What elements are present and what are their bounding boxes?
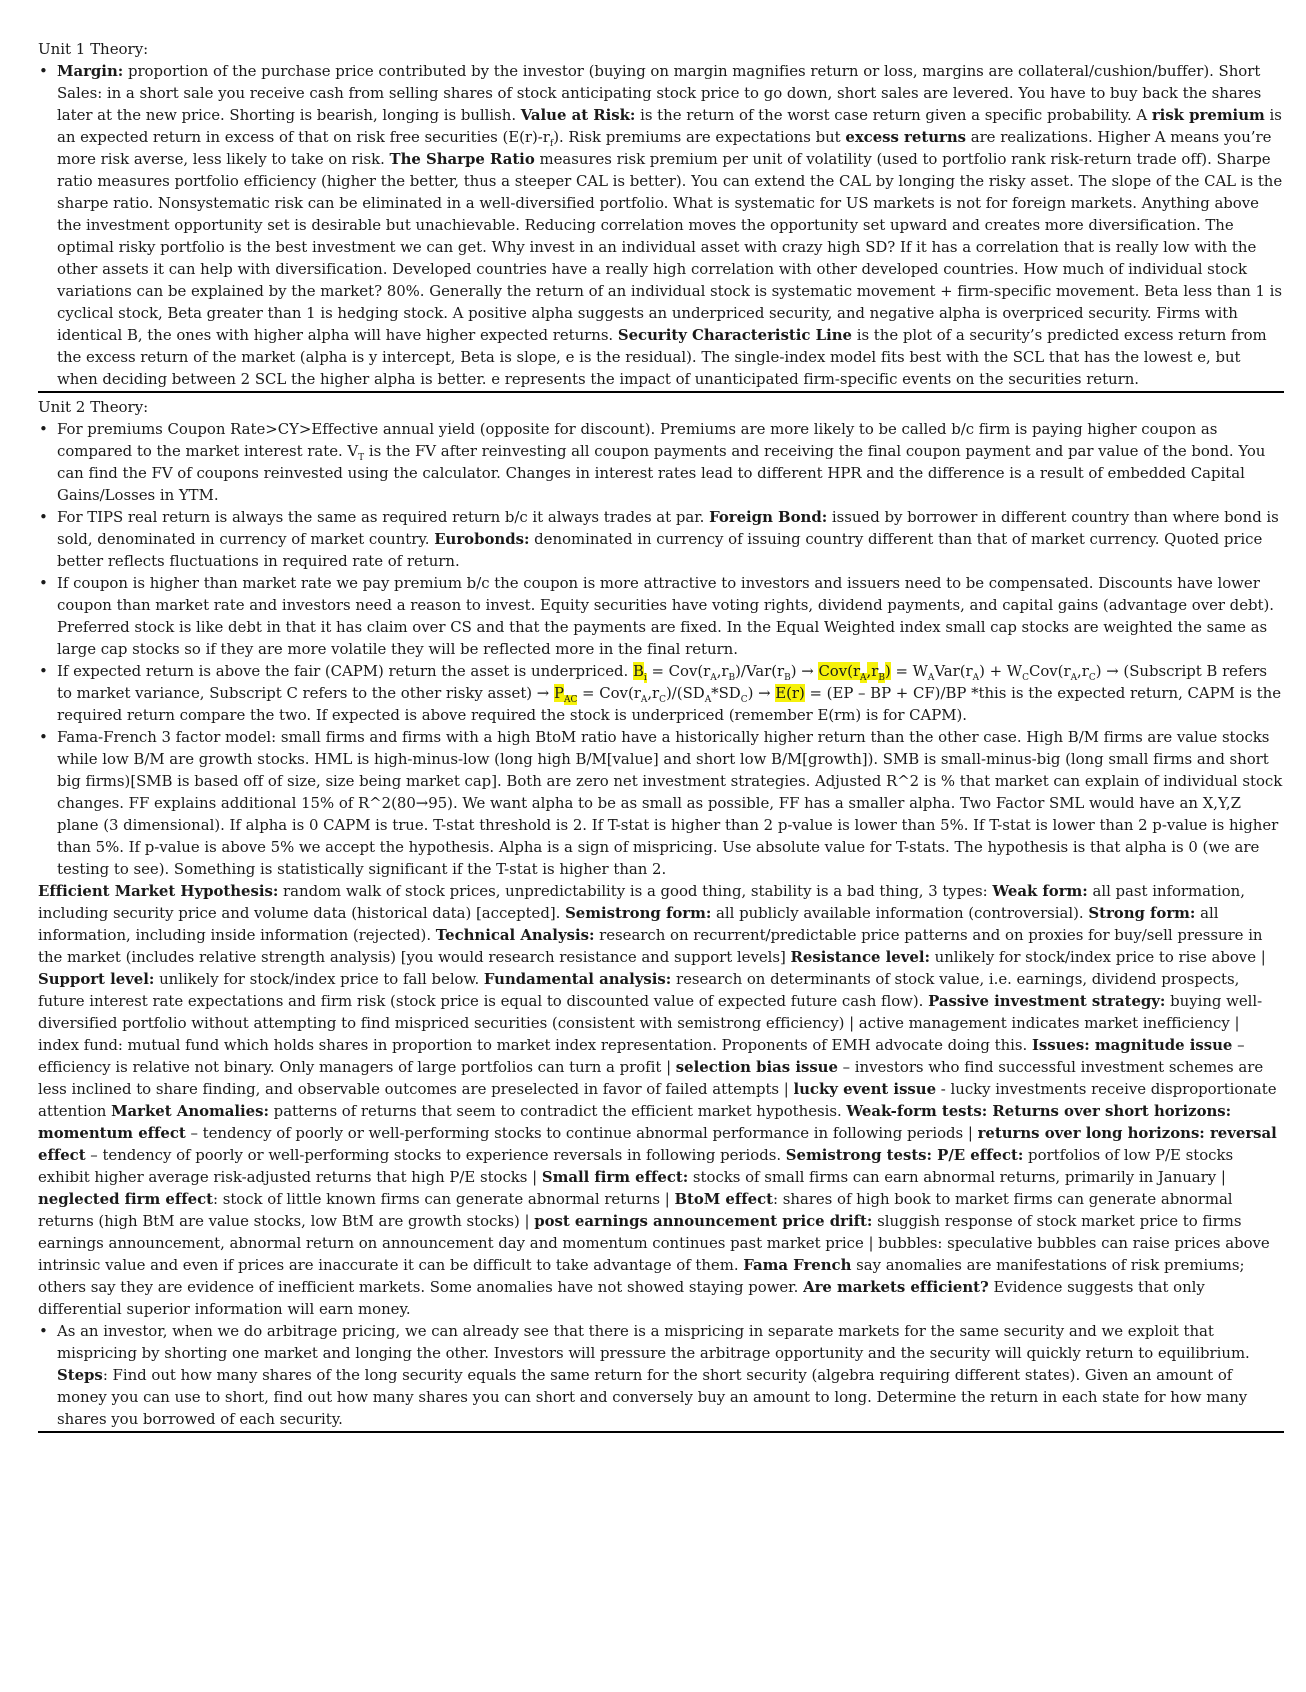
bold-term: Steps: [57, 1366, 103, 1384]
bold-term: Weak form:: [992, 882, 1088, 900]
bold-term: Market Anomalies:: [111, 1102, 269, 1120]
text-run: measures risk premium per unit of volatility (used to portfolio rank risk-return trade off). Sharpe ratio measures portfolio efficiency (higher the better, thus a steeper CAL is better). You can extend the CAL by longing the risky asset. The slope of the CAL is the sharpe ratio. Nonsystematic risk can be eliminated in a well-diversified portfolio. What is systematic for US markets is not for foreign markets. Anything above the investment opportunity set is desirable but unachievable. Reducing correlation moves the opportunity set upward and creates more diversification. The optimal risky portfolio is the best investment we can get. Why invest in an individual asset with crazy high SD? If it has a correlation that is really low with the other assets it can help with diversification. Developed countries have a really high correlation with other developed countries. How much of individual stock variations can be explained by the market? 80%. Generally the return of an individual stock is systematic movement + firm-specific movement. Beta less than 1 is cyclical stock, Beta greater than 1 is hedging stock. A positive alpha suggests an underpriced security, and negative alpha is overpriced security. Firms with identical B, the ones with higher alpha will have higher expected returns.: [57, 150, 1283, 344]
bold-term: Are markets efficient?: [803, 1278, 989, 1296]
subscript: f: [549, 138, 554, 149]
bold-term: Small firm effect:: [541, 1168, 689, 1186]
text-run: - lucky investments receive disproportionate attention: [38, 1080, 1277, 1120]
bold-term: excess returns: [845, 128, 967, 146]
bold-term: lucky event issue: [793, 1080, 937, 1098]
text-run: all information, including inside information (rejected).: [38, 904, 1219, 944]
unit2-bullet-capm-formulas: [57, 660, 1284, 726]
section-divider-bottom: [38, 1431, 1284, 1433]
text-run: is the return of the worst case return given a specific probability. A: [635, 106, 1152, 124]
text-run: ) →: [747, 684, 776, 702]
text-run: If expected return is above the fair (CAPM) return the asset is underpriced.: [57, 662, 633, 680]
text-run: Cov(r: [1028, 662, 1071, 680]
bold-term: Passive investment strategy:: [928, 992, 1166, 1010]
bold-term: Foreign Bond:: [709, 508, 828, 526]
unit2-bullet-tips-bonds: [57, 506, 1284, 572]
subscript: B: [728, 672, 736, 683]
text-run: are realizations. Higher A means you’re more risk averse, less likely to take on risk.: [57, 128, 1272, 168]
bold-term: Support level:: [38, 970, 155, 988]
text-run: unlikely for stock/index price to rise above |: [929, 948, 1266, 966]
bold-term: Margin:: [57, 62, 124, 80]
bold-term: post earnings announcement price drift:: [534, 1212, 873, 1230]
bold-term: neglected firm effect: [38, 1190, 213, 1208]
efficient-market-paragraph: [38, 880, 1284, 1320]
text-run: – investors who find successful investment schemes are less inclined to share finding, and observable outcomes are preselected in favor of failed attempts |: [38, 1058, 1264, 1098]
text-run: Var(r: [934, 662, 973, 680]
highlighted-term: P: [553, 684, 564, 702]
highlighted-subscript: i: [643, 672, 647, 683]
unit2-bullet-bond-premiums: [57, 418, 1284, 506]
subscript: T: [358, 452, 365, 463]
text-run: proportion of the purchase price contributed by the investor (buying on margin magnifies return or loss, margins are collateral/cushion/buffer). Short Sales: in a short sale you receive cash from selling shares of stock anticipating stock price to go down, short sales are levered. You have to buy back the shares later at the new price. Shorting is bearish, longing is bullish.: [57, 62, 1262, 124]
text-run: – tendency of poorly or well-performing stocks to continue abnormal performance in following periods |: [185, 1124, 978, 1142]
text-run: say anomalies are manifestations of risk premiums; others say they are evidence of inefficient markets. Some anomalies have not showed staying power.: [38, 1256, 1245, 1296]
subscript: A: [1070, 672, 1078, 683]
highlighted-term: Cov(r: [818, 662, 861, 680]
text-run: ) → (Subscript B refers to market variance, Subscript C refers to the other risky asset) →: [57, 662, 1267, 702]
bold-term: The Sharpe Ratio: [389, 150, 535, 168]
text-run: Evidence suggests that only differential superior information will earn money.: [38, 1278, 1205, 1318]
bold-term: BtoM effect: [674, 1190, 774, 1208]
text-run: buying well-diversified portfolio without attempting to find mispriced securities (consistent with semistrong efficiency) | active management indicates market inefficiency | index fund: mutual fund which holds shares in proportion to market index representation. Proponents of EMH advocate doing this.: [38, 992, 1263, 1054]
text-run: )/(SD: [666, 684, 705, 702]
text-run: ). Risk premiums are expectations but: [553, 128, 846, 146]
subscript: A: [710, 672, 717, 683]
highlighted-term: ,r: [866, 662, 879, 680]
bold-term: Technical Analysis:: [435, 926, 595, 944]
subscript: C: [1088, 672, 1096, 683]
text-run: = W: [890, 662, 928, 680]
text-run: stocks of small firms can earn abnormal returns, primarily in January |: [688, 1168, 1226, 1186]
unit2-bullet-fama-french: [57, 726, 1284, 880]
text-run: ,r: [716, 662, 729, 680]
text-run: = (EP – BP + CF)/BP *this is the expected return, CAPM is the required return compare the two. If expected is above required the stock is underpriced (remember E(rm) is for CAPM).: [57, 684, 1281, 724]
text-run: : stock of little known firms can generate abnormal returns |: [213, 1190, 675, 1208]
bold-term: Security Characteristic Line: [617, 326, 852, 344]
bold-term: Issues: magnitude issue: [1031, 1036, 1233, 1054]
text-run: ) →: [790, 662, 819, 680]
text-run: is the FV after reinvesting all coupon payments and receiving the final coupon payment and par value of the bond. You can find the FV of coupons reinvested using the calculator. Changes in interest rates lead to different HPR and the difference is a result of embedded Capital Gains/Losses in YTM.: [57, 442, 1266, 504]
text-run: For TIPS real return is always the same as required return b/c it always trades at par.: [57, 508, 710, 526]
text-run: *SD: [711, 684, 741, 702]
bold-term: Fama French: [743, 1256, 852, 1274]
bold-term: Strong form:: [1088, 904, 1196, 922]
unit1-list: [38, 60, 1284, 390]
text-run: portfolios of low P/E stocks exhibit higher average risk-adjusted returns that high P/E stocks |: [38, 1146, 1234, 1186]
highlighted-subscript: B: [878, 672, 885, 683]
subscript: A: [972, 672, 980, 683]
section-divider: [38, 391, 1284, 393]
text-run: : Find out how many shares of the long security equals the same return for the short security (algebra requiring different states). Given an amount of money you can use to short, find out how many shares you can short and conversely buy an amount to long. Determine the return in each state for how many shares you borrowed of each security.: [57, 1366, 1248, 1428]
text-run: issued by borrower in different country than where bond is sold, denominated in currency of market country.: [57, 508, 1279, 548]
text-run: = Cov(r: [577, 684, 641, 702]
text-run: As an investor, when we do arbitrage pricing, we can already see that there is a mispricing in separate markets for the same security and we exploit that mispricing by shorting one market and longing the other. Investors will pressure the arbitrage opportunity and the security will quickly return to equilibrium.: [57, 1322, 1250, 1362]
subscript: C: [659, 694, 666, 705]
subscript: B: [784, 672, 791, 683]
text-run: all past information, including security price and volume data (historical data) [accepted].: [38, 882, 1245, 922]
text-run: denominated in currency of issuing country different than that of market currency. Quoted price better reflects fluctuations in required rate of return.: [57, 530, 1263, 570]
bold-term: Weak-form tests: Returns over short horizons: momentum effect: [38, 1102, 1232, 1142]
highlighted-term: E(r): [775, 684, 805, 702]
text-run: unlikely for stock/index price to fall below.: [154, 970, 484, 988]
unit2-list: [38, 418, 1284, 880]
text-run: random walk of stock prices, unpredictability is a good thing, stability is a bad thing, 3 types:: [278, 882, 993, 900]
subscript: C: [740, 694, 748, 705]
text-run: sluggish response of stock market price to firms earnings announcement, abnormal return on announcement day and momentum continues past market price | bubbles: speculative bubbles can raise prices above intrinsic value and even if prices are inaccurate it can be difficult to take advantage of them.: [38, 1212, 1270, 1274]
text-run: – tendency of poorly or well-performing stocks to experience reversals in following periods.: [85, 1146, 786, 1164]
bold-term: Efficient Market Hypothesis:: [38, 882, 279, 900]
unit2-heading: Unit 2 Theory:: [38, 398, 149, 416]
bold-term: risk premium: [1151, 106, 1265, 124]
text-run: : shares of high book to market firms can generate abnormal returns (high BtM are value stocks, low BtM are growth stocks) |: [38, 1190, 1233, 1230]
text-run: patterns of returns that seem to contradict the efficient market hypothesis.: [268, 1102, 847, 1120]
subscript: C: [1022, 672, 1029, 683]
text-run: all publicly available information (controversial).: [711, 904, 1089, 922]
text-run: If coupon is higher than market rate we pay premium b/c the coupon is more attractive to investors and issuers need to be compensated. Discounts have lower coupon than market rate and investors need a reason to invest. Equity securities have voting rights, dividend payments, and capital gains (advantage over debt). Preferred stock is like debt in that it has claim over CS and that the payments are fixed. In the Equal Weighted index small cap stocks are weighted the same as large cap stocks so if they are more volatile they will be reflected more in the final return.: [57, 574, 1274, 658]
bold-term: Resistance level:: [790, 948, 930, 966]
bold-term: returns over long horizons: reversal effect: [38, 1124, 1277, 1164]
text-run: Fama-French 3 factor model: small firms and firms with a high BtoM ratio have a historically higher return than the other case. High B/M firms are value stocks while low B/M are growth stocks. HML is high-minus-low (long high B/M[value] and short low B/M[growth]). SMB is small-minus-big (long small firms and short big firms)[SMB is based off of size, size being market cap]. Both are zero net investment strategies. Adjusted R^2 is % that market can explain of individual stock changes. FF explains additional 15% of R^2(80→95). We want alpha to be as small as possible, FF has a smaller alpha. Two Factor SML would have an X,Y,Z plane (3 dimensional). If alpha is 0 CAPM is true. T-stat threshold is 2. If T-stat is higher than 2 p-value is lower than 5%. If T-stat is lower than 2 p-value is higher than 5%. If p-value is above 5% we accept the hypothesis. Alpha is a sign of mispricing. Use absolute value for T-stats. The hypothesis is that alpha is 0 (we are testing to see). Something is statistically significant if the T-stat is higher than 2.: [57, 728, 1283, 878]
unit2-bullet-arbitrage: [57, 1320, 1284, 1430]
bold-term: Value at Risk:: [520, 106, 636, 124]
subscript: A: [640, 694, 648, 705]
bold-term: Semistrong form:: [565, 904, 712, 922]
unit1-heading: Unit 1 Theory:: [38, 40, 149, 58]
text-run: = Cov(r: [646, 662, 711, 680]
text-run: – efficiency is relative not binary. Only managers of large portfolios can turn a profit |: [38, 1036, 1245, 1076]
bold-term: Fundamental analysis:: [483, 970, 672, 988]
text-run: For premiums Coupon Rate>CY>Effective annual yield (opposite for discount). Premiums are more likely to be called b/c firm is paying higher coupon as compared to the market interest rate. V: [57, 420, 1218, 460]
text-run: ) + W: [979, 662, 1023, 680]
text-run: research on recurrent/predictable price patterns and on proxies for buy/sell pressure in the market (includes relative strength analysis) [you would research resistance and support levels]: [38, 926, 1263, 966]
text-run: )/Var(r: [735, 662, 785, 680]
text-run: is an expected return in excess of that on risk free securities (E(r)-r: [57, 106, 1282, 146]
text-run: ,r: [1077, 662, 1089, 680]
unit2-bullet-coupon-equity: [57, 572, 1284, 660]
subscript: A: [927, 672, 935, 683]
text-run: research on determinants of stock value, i.e. earnings, dividend prospects, future interest rate expectations and firm risk (stock price is equal to discounted value of expected future cash flow).: [38, 970, 1240, 1010]
bold-term: Eurobonds:: [434, 530, 530, 548]
text-run: ,r: [647, 684, 660, 702]
highlighted-subscript: AC: [563, 694, 578, 705]
text-run: is the plot of a security’s predicted excess return from the excess return of the market (alpha is y intercept, Beta is slope, e is the residual). The single-index model fits best with the SCL that has the lowest e, but when deciding between 2 SCL the higher alpha is better. e represents the impact of unanticipated firm-specific events on the securities return.: [57, 326, 1267, 388]
notes-sheet: [38, 38, 1284, 1436]
unit2-list-continued: [38, 1320, 1284, 1430]
highlighted-term: B: [632, 662, 644, 680]
highlighted-term: ): [884, 662, 891, 680]
bold-term: selection bias issue: [675, 1058, 838, 1076]
subscript: A: [704, 694, 712, 705]
unit1-bullet: [57, 60, 1284, 390]
bold-term: Semistrong tests: P/E effect:: [785, 1146, 1024, 1164]
highlighted-subscript: A: [860, 672, 867, 683]
